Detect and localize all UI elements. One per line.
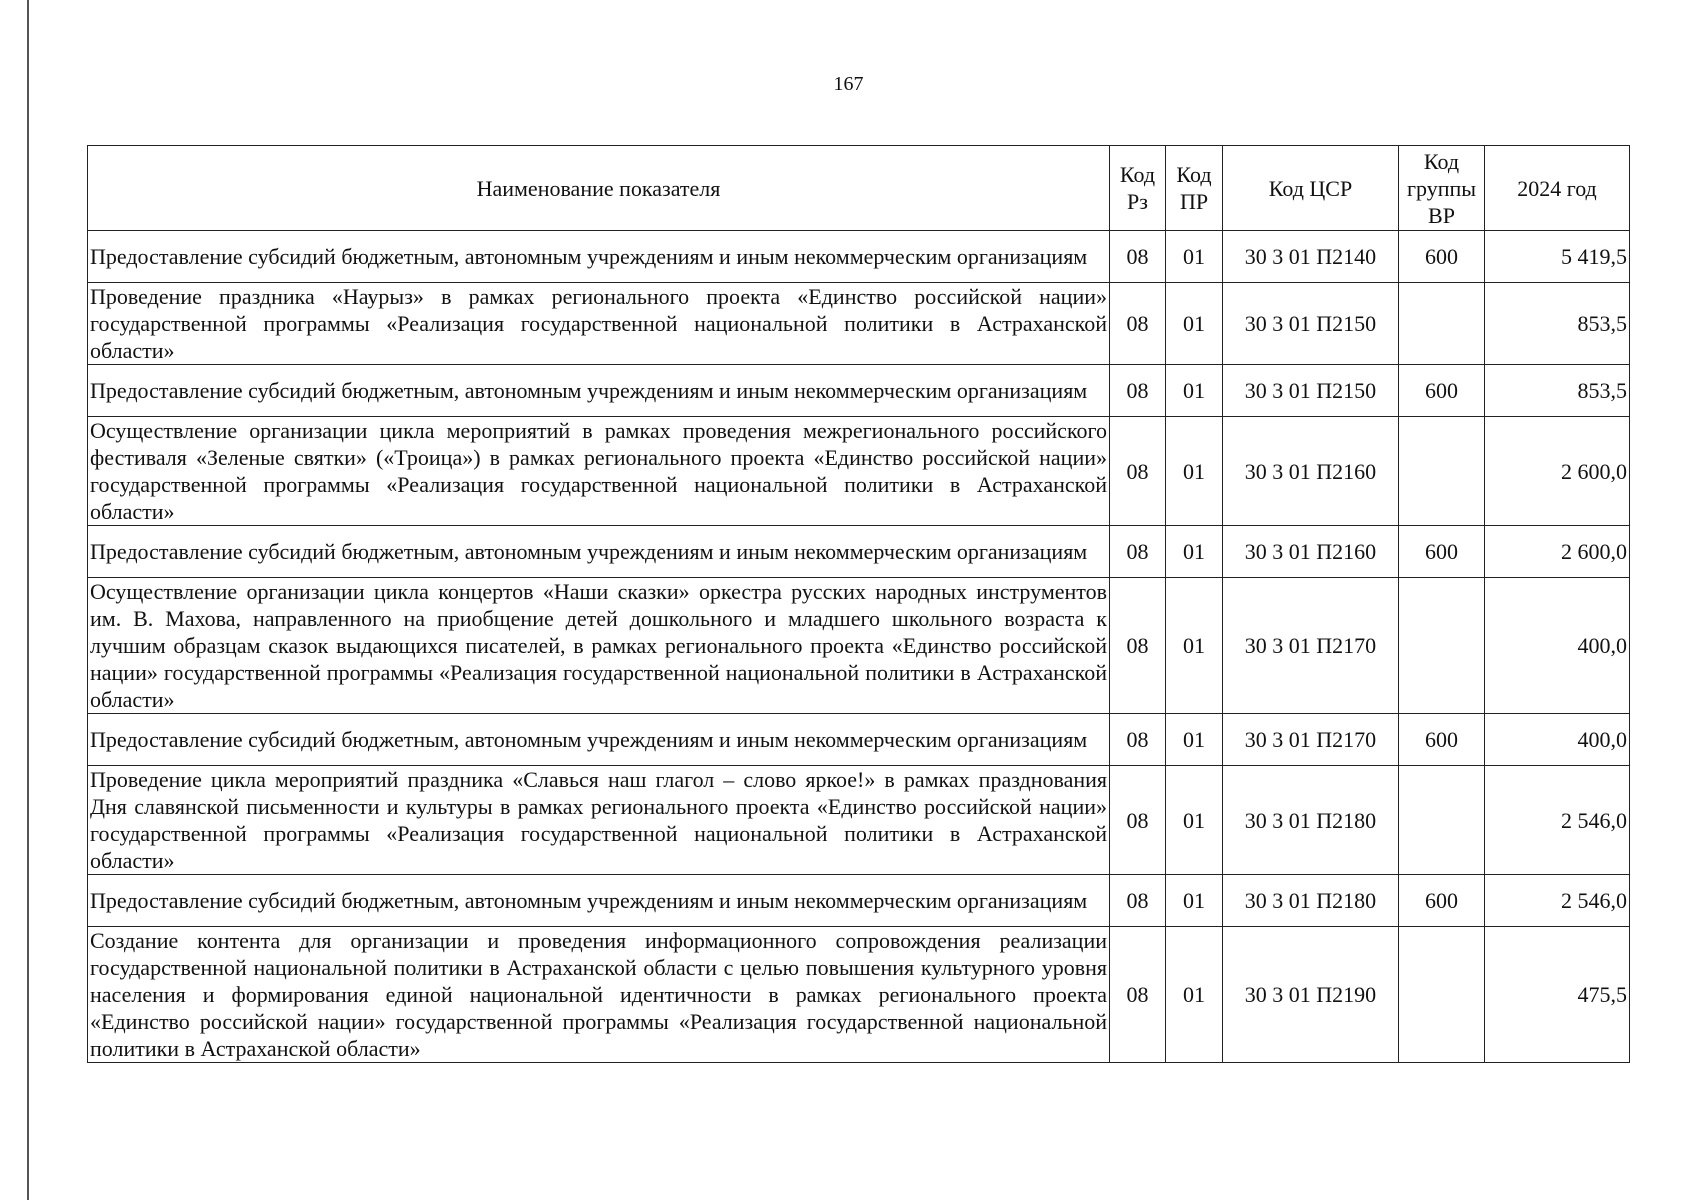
row-name: Проведение цикла мероприятий праздника «Славься наш глагол – слово яркое!» в рамках празднования Дня славянской письменности и культуры в рамках регионального проекта «Единство российской нации» государственной программы «Реализация государственной национальной политики в Астраханской области»	[88, 766, 1110, 875]
row-csr: 30 3 01 П2170	[1223, 578, 1399, 714]
row-rz: 08	[1110, 766, 1166, 875]
row-pr: 01	[1166, 578, 1223, 714]
header-csr: Код ЦСР	[1223, 146, 1399, 231]
row-vr	[1399, 283, 1485, 365]
row-name: Осуществление организации цикла мероприятий в рамках проведения межрегионального российского фестиваля «Зеленые святки» («Троица») в рамках регионального проекта «Единство российской нации» государственной программы «Реализация государственной национальной политики в Астраханской области»	[88, 417, 1110, 526]
row-vr	[1399, 417, 1485, 526]
row-csr: 30 3 01 П2150	[1223, 283, 1399, 365]
row-rz: 08	[1110, 365, 1166, 417]
table-row	[88, 231, 1630, 283]
page-number: 167	[833, 73, 864, 95]
row-rz: 08	[1110, 875, 1166, 927]
row-csr: 30 3 01 П2180	[1223, 875, 1399, 927]
row-rz: 08	[1110, 526, 1166, 578]
row-name: Создание контента для организации и проведения информационного сопровождения реализации государственной национальной политики в Астраханской области с целью повышения культурного уровня населения и формирования единой национальной идентичности в рамках регионального проекта «Единство российской нации» государственной программы «Реализация государственной национальной политики в Астраханской области»	[88, 927, 1110, 1063]
row-vr: 600	[1399, 526, 1485, 578]
row-csr: 30 3 01 П2180	[1223, 766, 1399, 875]
table-row	[88, 283, 1630, 365]
row-name: Проведение праздника «Наурыз» в рамках регионального проекта «Единство российской нации» государственной программы «Реализация государственной национальной политики в Астраханской области»	[88, 283, 1110, 365]
table-header	[88, 146, 1630, 231]
row-vr: 600	[1399, 714, 1485, 766]
row-amount: 2 600,0	[1485, 526, 1630, 578]
row-csr: 30 3 01 П2140	[1223, 231, 1399, 283]
row-rz: 08	[1110, 417, 1166, 526]
row-csr: 30 3 01 П2160	[1223, 526, 1399, 578]
row-csr: 30 3 01 П2170	[1223, 714, 1399, 766]
table-body	[88, 231, 1630, 1063]
row-csr: 30 3 01 П2190	[1223, 927, 1399, 1063]
table-row	[88, 927, 1630, 1063]
row-pr: 01	[1166, 365, 1223, 417]
row-amount: 475,5	[1485, 927, 1630, 1063]
row-name: Предоставление субсидий бюджетным, автономным учреждениям и иным некоммерческим организациям	[88, 714, 1110, 766]
row-amount: 400,0	[1485, 714, 1630, 766]
table-row	[88, 714, 1630, 766]
binding-margin-line	[27, 0, 29, 1200]
header-vr: Код группы ВР	[1399, 146, 1485, 231]
header-year: 2024 год	[1485, 146, 1630, 231]
row-vr: 600	[1399, 875, 1485, 927]
row-pr: 01	[1166, 283, 1223, 365]
row-name: Осуществление организации цикла концертов «Наши сказки» оркестра русских народных инструментов им. В. Махова, направленного на приобщение детей дошкольного и младшего школьного возраста к лучшим образцам сказок выдающихся писателей, в рамках регионального проекта «Единство российской нации» государственной программы «Реализация государственной национальной политики в Астраханской области»	[88, 578, 1110, 714]
row-amount: 5 419,5	[1485, 231, 1630, 283]
budget-table	[87, 145, 1630, 1063]
row-amount: 2 600,0	[1485, 417, 1630, 526]
table-row	[88, 365, 1630, 417]
row-amount: 400,0	[1485, 578, 1630, 714]
row-csr: 30 3 01 П2150	[1223, 365, 1399, 417]
row-rz: 08	[1110, 231, 1166, 283]
row-amount: 853,5	[1485, 365, 1630, 417]
table-row	[88, 766, 1630, 875]
row-rz: 08	[1110, 927, 1166, 1063]
row-name: Предоставление субсидий бюджетным, автономным учреждениям и иным некоммерческим организациям	[88, 365, 1110, 417]
header-rz: Код Рз	[1110, 146, 1166, 231]
row-vr	[1399, 927, 1485, 1063]
row-pr: 01	[1166, 714, 1223, 766]
row-amount: 2 546,0	[1485, 766, 1630, 875]
row-name: Предоставление субсидий бюджетным, автономным учреждениям и иным некоммерческим организациям	[88, 875, 1110, 927]
row-name: Предоставление субсидий бюджетным, автономным учреждениям и иным некоммерческим организациям	[88, 231, 1110, 283]
row-pr: 01	[1166, 875, 1223, 927]
row-vr	[1399, 578, 1485, 714]
row-vr: 600	[1399, 365, 1485, 417]
row-pr: 01	[1166, 417, 1223, 526]
row-csr: 30 3 01 П2160	[1223, 417, 1399, 526]
row-pr: 01	[1166, 526, 1223, 578]
header-name: Наименование показателя	[88, 146, 1110, 231]
table-row	[88, 417, 1630, 526]
table-row	[88, 578, 1630, 714]
row-pr: 01	[1166, 766, 1223, 875]
row-pr: 01	[1166, 231, 1223, 283]
row-vr	[1399, 766, 1485, 875]
row-amount: 853,5	[1485, 283, 1630, 365]
row-rz: 08	[1110, 283, 1166, 365]
table-row	[88, 526, 1630, 578]
header-row	[88, 146, 1630, 231]
row-rz: 08	[1110, 578, 1166, 714]
row-vr: 600	[1399, 231, 1485, 283]
row-name: Предоставление субсидий бюджетным, автономным учреждениям и иным некоммерческим организациям	[88, 526, 1110, 578]
header-pr: Код ПР	[1166, 146, 1223, 231]
row-pr: 01	[1166, 927, 1223, 1063]
row-amount: 2 546,0	[1485, 875, 1630, 927]
table-row	[88, 875, 1630, 927]
row-rz: 08	[1110, 714, 1166, 766]
